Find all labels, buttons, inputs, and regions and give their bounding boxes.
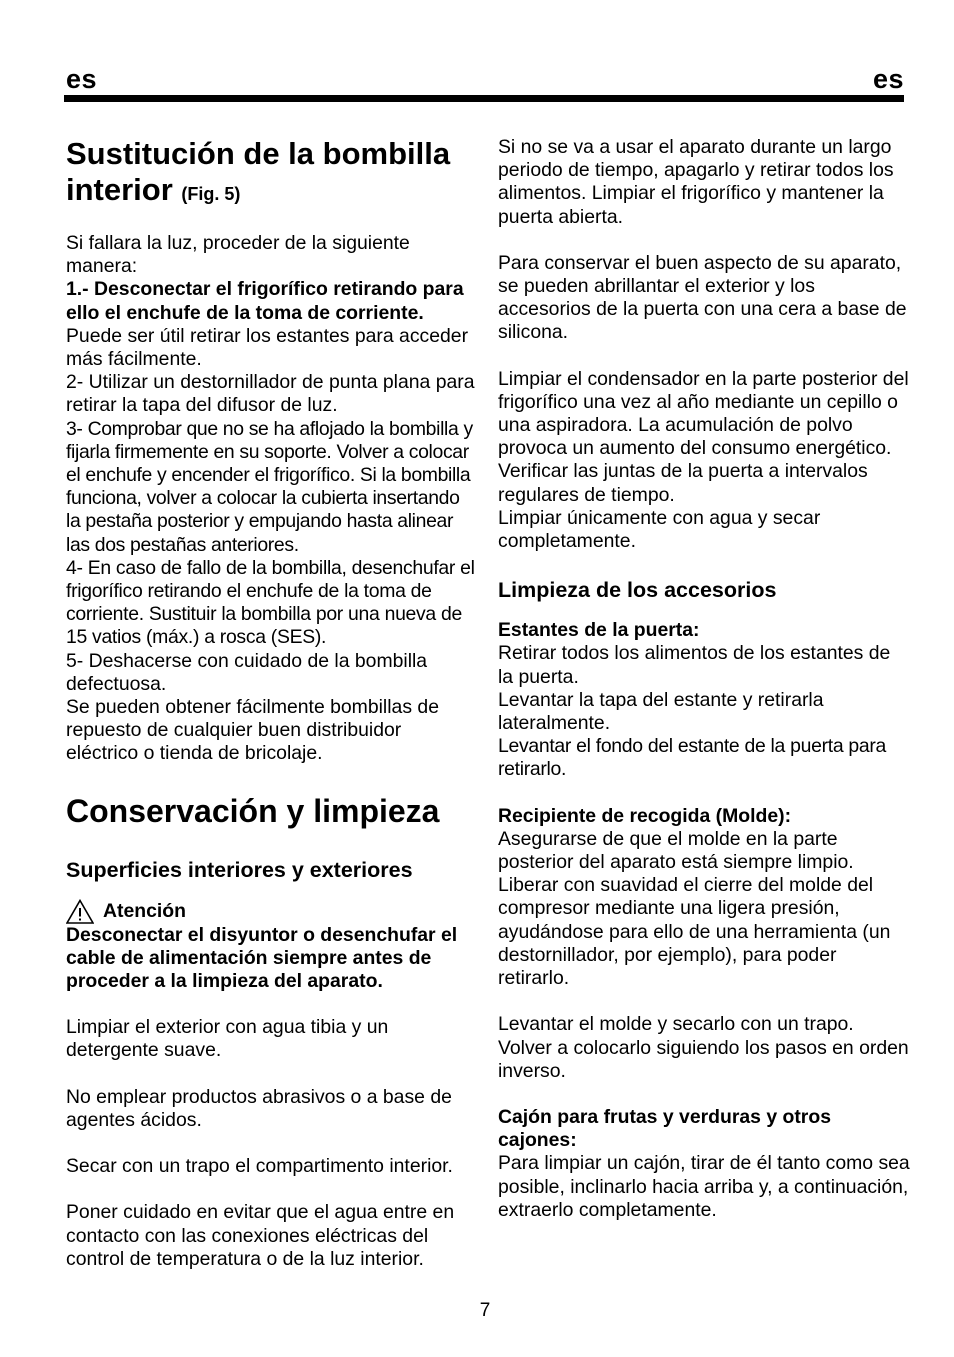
wax-polish: Para conservar el buen aspecto de su aparato, se pueden abrillantar el exterior y los accesorios de la puerta con una cera a base de silicona. [498,251,907,344]
step-1: 1.- Desconectar el frigorífico retirando para ello el enchufe de la toma de corriente. [66,278,464,324]
water-only: Limpiar únicamente con agua y secar completamente. [498,506,821,553]
surfaces-subtitle: Superficies interiores y exteriores [66,857,413,882]
step-5: 5- Deshacerse con cuidado de la bombilla defectuosa. [66,649,428,695]
figure-reference: (Fig. 5) [181,184,241,204]
cleaning-section-title: Conservación y limpieza [66,792,440,829]
page-number: 7 [479,1300,491,1321]
language-code-right: es [872,64,904,94]
left-column [66,136,478,1271]
bulb-intro: Si fallara la luz, proceder de la siguiente manera: [66,232,410,278]
interior-drying: Secar con un trapo el compartimento interior. [66,1155,453,1178]
language-code-left: es [66,64,98,94]
condenser-cleaning: Limpiar el condensador en la parte posterior del frigorífico una vez al año mediante un cepillo o una aspiradora. La acumulación de polvo provoca un aumento del consumo energético. [498,367,909,460]
bulb-section-title [66,136,478,212]
attention-text: Desconectar el disyuntor o desenchufar el cable de alimentación siempre antes de proceder a la limpieza del aparato. [66,923,458,993]
shelves-step-3: Levantar el fondo del estante de la puerta para retirarlo. [498,735,887,781]
step-2: 2- Utilizar un destornillador de punta plana para retirar la tapa del difusor de luz. [66,371,475,417]
right-column [498,136,910,1222]
door-seals: Verificar las juntas de la puerta a intervalos regulares de tiempo. [498,460,868,506]
shelves-title: Estantes de la puerta: [498,619,700,642]
step-1-note: Puede ser útil retirar los estantes para acceder más fácilmente. [66,324,469,371]
step-3: 3- Comprobar que no se ha aflojado la bombilla y fijarla firmemente en su soporte. Volver a colocar el enchufe y encender el frigorífico. Si la bombilla funciona, volver a colocar la cubierta insertando la pestaña posterior y empujando hasta alinear las dos pestañas anteriores. [66,417,473,556]
attention-heading [66,899,478,924]
exterior-cleaning: Limpiar el exterior con agua tibia y un detergente suave. [66,1016,389,1062]
attention-label: Atención [103,900,186,923]
unused-appliance: Si no se va a usar el aparato durante un largo periodo de tiempo, apagarlo y retirar todos los alimentos. Limpiar el frigorífico y mantener la puerta abierta. [498,136,894,228]
bulb-title-text: Sustitución de la bombilla interior [66,136,451,207]
tray-step-2: Liberar con suavidad el cierre del molde del compresor mediante una ligera presión, ayudándose para ello de una herramienta (un destornillador, por ejemplo), para poder retirarlo. [498,874,891,990]
warning-icon [66,899,94,924]
shelves-step-2: Levantar la tapa del estante y retirarla lateralmente. [498,688,824,735]
tray-step-4: Volver a colocarlo siguiendo los pasos en orden inverso. [498,1036,909,1082]
step-4: 4- En caso de fallo de la bombilla, desenchufar el frigorífico retirando el enchufe de la toma de corriente. Sustituir la bombilla por una nueva de 15 vatios (máx.) a rosca (SES). [66,556,475,649]
accessories-title: Limpieza de los accesorios [498,578,777,603]
drawer-step-1: Para limpiar un cajón, tirar de él tanto como sea posible, inclinarlo hacia arriba y, a continuación, extraerlo completamente. [498,1152,910,1221]
tray-title: Recipiente de recogida (Molde): [498,804,792,827]
tray-step-1: Asegurarse de que el molde en la parte posterior del aparato está siempre limpio. [498,827,854,874]
abrasive-warning: No emplear productos abrasivos o a base de agentes ácidos. [66,1085,452,1131]
replacement-note: Se pueden obtener fácilmente bombillas de repuesto de cualquier buen distribuidor eléctrico o tienda de bricolaje. [66,696,439,765]
water-warning: Poner cuidado en evitar que el agua entre en contacto con las conexiones eléctricas del control de temperatura o de la luz interior. [66,1201,455,1270]
tray-step-3: Levantar el molde y secarlo con un trapo. [498,1013,854,1036]
drawer-title: Cajón para frutas y verduras y otros cajones: [498,1105,831,1152]
header-rule [64,95,904,102]
shelves-step-1: Retirar todos los alimentos de los estantes de la puerta. [498,642,891,688]
